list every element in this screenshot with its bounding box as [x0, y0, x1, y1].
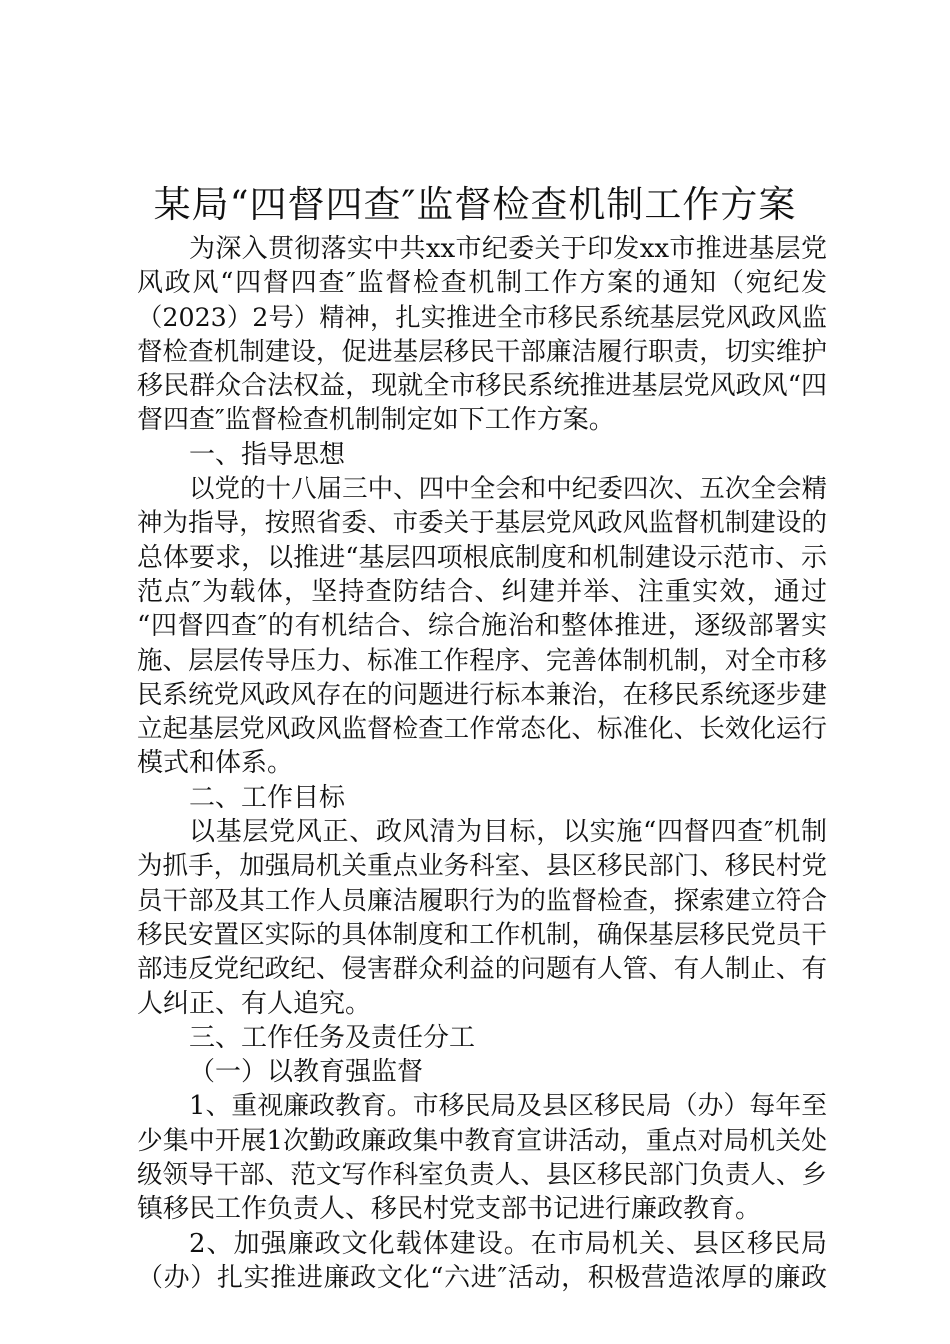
- document-body: [137, 232, 827, 1295]
- body-line: 风政风“四督四查″监督检查机制工作方案的通知（宛纪发: [137, 268, 827, 299]
- body-line: 为深入贯彻落实中共xx市纪委关于印发xx市推进基层党: [189, 234, 827, 264]
- body-line: 员干部及其工作人员廉洁履职行为的监督检查，探索建立符合: [137, 885, 827, 916]
- body-line: 总体要求，以推进“基层四项根底制度和机制建设示范市、示: [137, 542, 827, 573]
- body-line: 施、层层传导压力、标准工作程序、完善体制机制，对全市移: [137, 645, 827, 676]
- body-line: 以党的十八届三中、四中全会和中纪委四次、五次全会精: [189, 474, 827, 505]
- body-line: 为抓手，加强局机关重点业务科室、县区移民部门、移民村党: [137, 851, 827, 882]
- body-line: 以基层党风正、政风清为目标，以实施“四督四查″机制: [189, 817, 827, 848]
- body-line: 神为指导，按照省委、市委关于基层党风政风监督机制建设的: [137, 508, 827, 539]
- body-line: 级领导干部、范文写作科室负责人、县区移民部门负责人、乡: [137, 1160, 827, 1191]
- body-line: 三、工作任务及责任分工: [189, 1022, 476, 1053]
- body-line: 民系统党风政风存在的问题进行标本兼治，在移民系统逐步建: [137, 679, 827, 710]
- body-line: 一、指导思想: [189, 439, 346, 470]
- body-line: 人纠正、有人追究。: [137, 988, 372, 1019]
- body-line: 督检查机制建设，促进基层移民干部廉洁履行职责，切实维护: [137, 336, 827, 367]
- body-line: 二、工作目标: [189, 782, 346, 813]
- body-line: 少集中开展1次勤政廉政集中教育宣讲活动，重点对局机关处: [137, 1125, 827, 1156]
- body-line: （一）以教育强监督: [189, 1057, 424, 1088]
- body-line: 1、重视廉政教育。市移民局及县区移民局（办）每年至: [189, 1091, 827, 1122]
- body-line: 镇移民工作负责人、移民村党支部书记进行廉政教育。: [137, 1194, 762, 1225]
- body-line: 2、加强廉政文化载体建设。在市局机关、县区移民局: [189, 1228, 827, 1259]
- body-line: 移民安置区实际的具体制度和工作机制，确保基层移民党员干: [137, 919, 827, 950]
- body-line: 部违反党纪政纪、侵害群众利益的问题有人管、有人制止、有: [137, 954, 827, 985]
- body-line: （2023）2号）精神，扎实推进全市移民系统基层党风政风监: [137, 302, 827, 332]
- document-title: 某局“四督四查″监督检查机制工作方案: [153, 183, 797, 226]
- body-line: 范点″为载体，坚持查防结合、纠建并举、注重实效，通过: [137, 576, 827, 607]
- body-line: 移民群众合法权益，现就全市移民系统推进基层党风政风“四: [137, 371, 827, 402]
- body-line: 督四查″监督检查机制制定如下工作方案。: [137, 405, 615, 436]
- body-line: “四督四查″的有机结合、综合施治和整体推进，逐级部署实: [137, 611, 827, 642]
- body-line: 立起基层党风政风监督检查工作常态化、标准化、长效化运行: [137, 714, 827, 745]
- body-line: （办）扎实推进廉政文化“六进″活动，积极营造浓厚的廉政: [137, 1262, 827, 1293]
- body-line: 模式和体系。: [137, 748, 294, 779]
